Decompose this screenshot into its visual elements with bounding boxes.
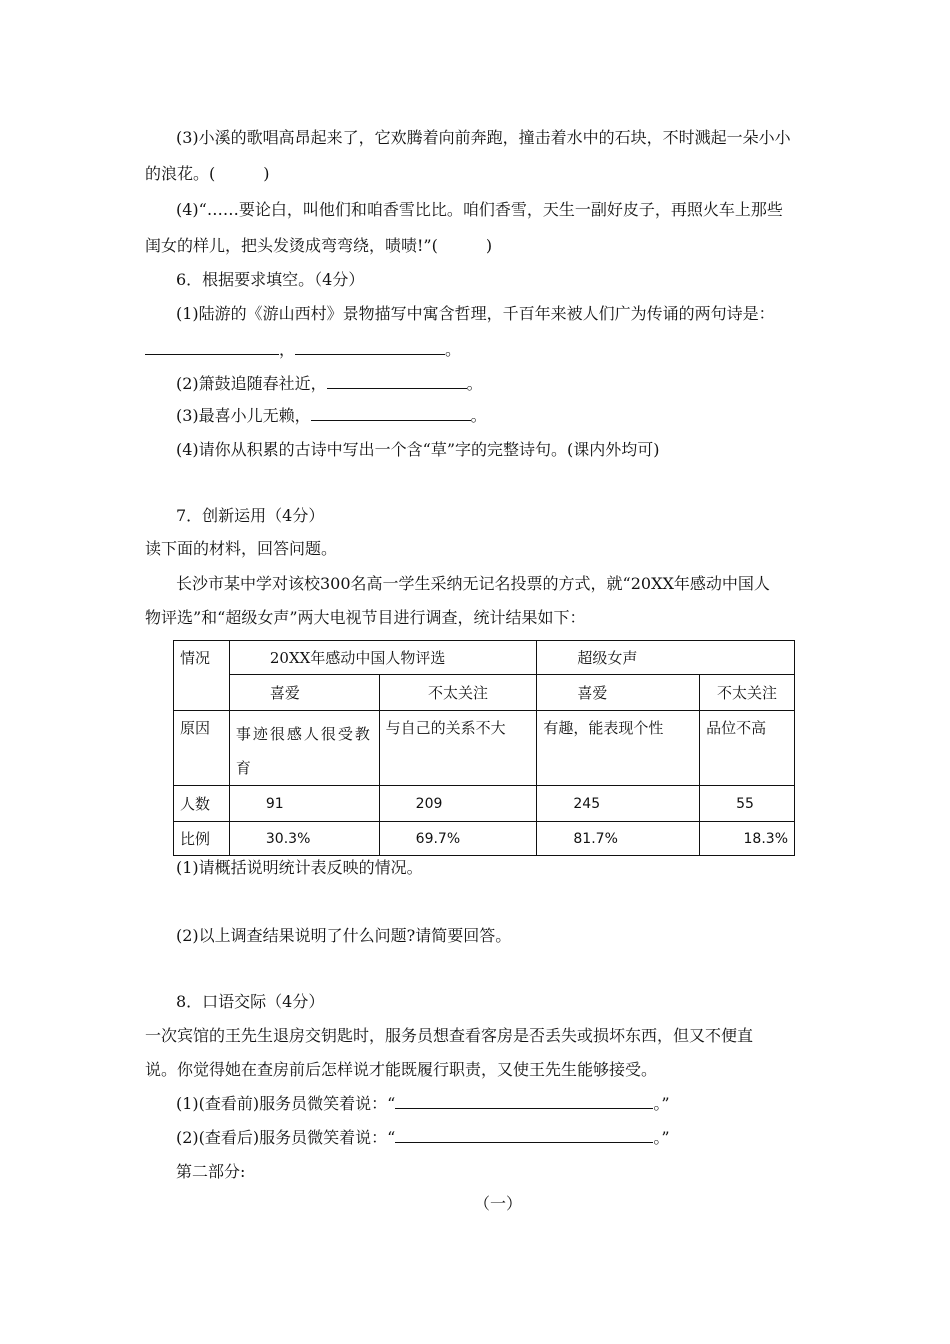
part2-heading: 第二部分:	[176, 1162, 246, 1181]
table-row-label: 人数	[174, 786, 230, 822]
table-group2: 超级女声	[537, 641, 795, 675]
table-cell: 209	[379, 786, 537, 822]
q8-para-line2: 说。你觉得她在查房前后怎样说才能既履行职责，又使王先生能够接受。	[145, 1060, 658, 1079]
q6-item2: (2)箫鼓追随春社近， 。	[176, 374, 483, 393]
q7-para-line1: 长沙市某中学对该校300名高一学生采纳无记名投票的方式，就“20XX年感动中国人	[176, 574, 770, 593]
q5-item4-line2: 闺女的样儿，把头发烫成弯弯绕，啧啧!”( )	[145, 236, 493, 255]
q8-para-line1: 一次宾馆的王先生退房交钥匙时，服务员想查看客房是否丢失或损坏东西，但又不便直	[145, 1026, 754, 1045]
table-cell: 品位不高	[700, 711, 795, 786]
q6-item3: (3)最喜小儿无赖， 。	[176, 406, 487, 425]
q8-item1: (1)(查看前)服务员微笑着说：“ 。”	[176, 1094, 670, 1113]
q5-item3-line1: (3)小溪的歌唱高昂起来了，它欢腾着向前奔跑，撞击着水中的石块，不时溅起一朵小小	[176, 128, 791, 147]
table-cell: 事迹很感人很受教育	[229, 711, 379, 786]
table-cell: 18.3%	[700, 822, 795, 856]
section-heading: （一）	[474, 1194, 523, 1213]
table-cell: 245	[537, 786, 700, 822]
answer-blank[interactable]	[145, 340, 279, 355]
survey-table	[173, 640, 795, 856]
table-subheader: 不太关注	[700, 675, 795, 711]
answer-blank[interactable]	[295, 340, 445, 355]
q6-item1: (1)陆游的《游山西村》景物描写中寓含哲理，千百年来被人们广为传诵的两句诗是：	[176, 304, 775, 323]
q7-title: 7．创新运用（4分）	[176, 506, 325, 525]
table-subheader: 喜爱	[537, 675, 700, 711]
table-row-label: 原因	[174, 711, 230, 786]
q7-para-line2: 物评选”和“超级女声”两大电视节目进行调查，统计结果如下：	[145, 608, 586, 627]
table-subheader: 不太关注	[379, 675, 537, 711]
table-cell: 81.7%	[537, 822, 700, 856]
table-row-label: 比例	[174, 822, 230, 856]
table-corner: 情况	[174, 641, 230, 711]
table-cell: 55	[700, 786, 795, 822]
table-cell: 91	[229, 786, 379, 822]
q6-title: 6．根据要求填空。（4分）	[176, 270, 365, 289]
q7-question1: (1)请概括说明统计表反映的情况。	[176, 858, 423, 877]
q7-question2: (2)以上调查结果说明了什么问题?请简要回答。	[176, 926, 512, 945]
table-cell: 30.3%	[229, 822, 379, 856]
table-cell: 69.7%	[379, 822, 537, 856]
answer-blank[interactable]	[327, 374, 467, 389]
q7-intro: 读下面的材料，回答问题。	[145, 539, 338, 558]
q8-title: 8．口语交际（4分）	[176, 992, 325, 1011]
q6-item1-blanks: ， 。	[145, 340, 461, 360]
answer-blank[interactable]	[311, 406, 471, 421]
table-subheader: 喜爱	[229, 675, 379, 711]
answer-blank[interactable]	[395, 1094, 653, 1109]
table-cell: 有趣，能表现个性	[537, 711, 700, 786]
q5-item4-line1: (4)“……要论白，叫他们和咱香雪比比。咱们香雪，天生一副好皮子，再照火车上那些	[176, 200, 783, 219]
q8-item2: (2)(查看后)服务员微笑着说：“ 。”	[176, 1128, 670, 1147]
table-cell: 与自己的关系不大	[379, 711, 537, 786]
q5-item3-line2: 的浪花。( )	[145, 164, 270, 183]
q6-item4: (4)请你从积累的古诗中写出一个含“草”字的完整诗句。(课内外均可)	[176, 440, 660, 459]
table-group1: 20XX年感动中国人物评选	[229, 641, 537, 675]
answer-blank[interactable]	[395, 1128, 653, 1143]
